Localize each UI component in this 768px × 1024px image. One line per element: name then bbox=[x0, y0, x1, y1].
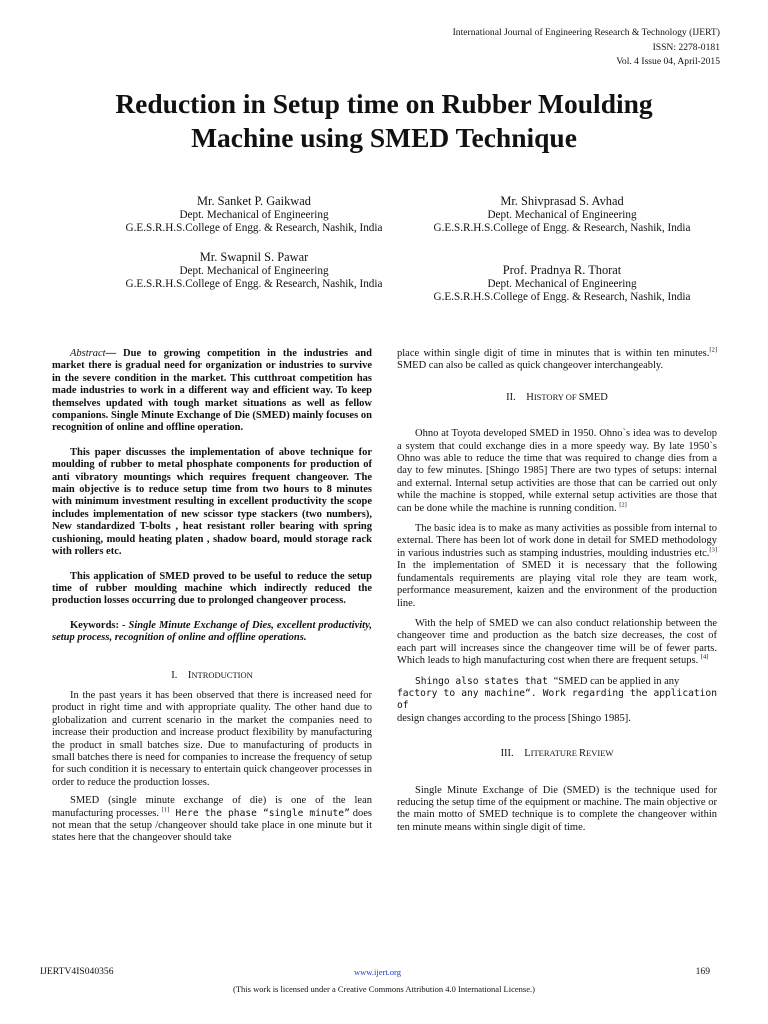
history-paragraph-3 bbox=[397, 618, 717, 668]
intro-paragraph-1: In the past years it has been observed that there is increased need for product in right time and with appropriate quality. The other hand due to globalization and current scenario in the market the companies need to increase their production and increase product flexibility by manufacturing the product in small batches size. Due to manufacturing of products in small batches there is need for companies to increase the frequency of setup for such condition it is necessary to entertain quick changeover processes in order to reduce the production losses. bbox=[52, 689, 372, 788]
keywords-label: Keywords: - bbox=[70, 619, 126, 631]
section-number: I. bbox=[171, 669, 178, 681]
abstract-text-1: Due to growing competition in the industries and market there is gradual need for organization or industries to survive in the severe condition in the market. This cutthroat competition has made industries to work in a different way and efficient way. To keep themselves updated with tough market situations as well as fellow companions. Single Minute Exchange of Die (SMED) mainly focuses on recognition of online and offline operation. bbox=[52, 348, 372, 434]
history-paragraph-1 bbox=[397, 428, 717, 515]
intro-text-cont: does not mean that the setup /changeover should take place in one minute but it states here that the changeover should take bbox=[52, 807, 372, 844]
author-college: G.E.S.R.H.S.College of Engg. & Research, Nashik, India bbox=[125, 222, 383, 234]
section-heading-history bbox=[397, 391, 717, 404]
citation: [4] bbox=[700, 653, 709, 661]
abstract-label: Abstract bbox=[70, 348, 106, 359]
footer-paper-id: IJERTV4IS040356 bbox=[40, 966, 114, 977]
author-college: G.E.S.R.H.S.College of Engg. & Research, Nashik, India bbox=[125, 278, 383, 290]
section-heading-introduction bbox=[52, 669, 372, 682]
author-name: Mr. Swapnil S. Pawar bbox=[199, 250, 309, 264]
right-column bbox=[397, 348, 717, 834]
author-dept: Dept. Mechanical of Engineering bbox=[179, 265, 329, 277]
journal-name: International Journal of Engineering Research & Technology (IJERT) bbox=[452, 27, 720, 38]
keywords bbox=[52, 620, 372, 645]
section-initial: L bbox=[524, 748, 531, 760]
volume-issue: Vol. 4 Issue 04, April-2015 bbox=[616, 56, 720, 67]
section-smallcaps: NTRODUCTION bbox=[191, 669, 253, 680]
shingo-text-end: design changes according to the process [Shingo 1985]. bbox=[397, 712, 631, 724]
citation: [2] bbox=[709, 346, 717, 354]
citation: [2] bbox=[619, 501, 627, 509]
title-line-2: Machine using SMED Technique bbox=[191, 122, 577, 153]
abstract-paragraph-2: This paper discusses the implementation of above technique for moulding of rubber to metal phosphate components for production of anti vibratory mountings which requires frequent changeover. The main objective is to reduce setup time from two hours to 8 minutes with minimum investment resulting in excellent productivity the scope includes implementation of new scissor type stackers (two numbers), New standardized T-bolts , heat resistant roller bearing with spring cushioning, mould heating platen , shadow board, mould storage rack with rollers etc. bbox=[52, 446, 372, 558]
continuation-text: place within single digit of time in minutes that is within ten minutes. bbox=[397, 348, 710, 359]
author-block-1 bbox=[84, 193, 424, 235]
author-dept: Dept. Mechanical of Engineering bbox=[487, 278, 637, 290]
title-line-1: Reduction in Setup time on Rubber Moulding bbox=[115, 88, 653, 119]
literature-paragraph-1: Single Minute Exchange of Die (SMED) is the technique used for reducing the setup time of the equipment or machine. The main objective or the main motto of SMED technique is to complete the changeover within ten minute means within single digit of time. bbox=[397, 784, 717, 833]
abstract-paragraph-3: This application of SMED proved to be useful to reduce the setup time of rubber moulding machine which indirectly reduced the production losses occurring due to prolonged changeover process. bbox=[52, 570, 372, 607]
shingo-text: Shingo also states that bbox=[415, 675, 554, 687]
section-number: III. bbox=[500, 748, 514, 760]
section-initial: H bbox=[526, 391, 534, 403]
history-text: The basic idea is to make as many activities as possible from internal to external. There has been lot of work done in detail for SMED methodology in various industries such as stamping industries, moulding industries etc. bbox=[397, 523, 717, 559]
author-college: G.E.S.R.H.S.College of Engg. & Research, Nashik, India bbox=[433, 291, 691, 303]
author-block-3 bbox=[84, 249, 424, 291]
shingo-quote: “SMED can be applied in any bbox=[553, 675, 680, 687]
issn: ISSN: 2278-0181 bbox=[652, 41, 720, 53]
section-initial-2: R bbox=[579, 748, 587, 760]
history-text: With the help of SMED we can also conduct relationship between the changeover time and production as the batch size decreases, the cost of each part will increases since the changeover time will be of fewer parts. Which leads to high manufacturing cost when there are frequent setups. bbox=[397, 617, 717, 667]
history-paragraph-4 bbox=[397, 676, 717, 726]
footer-license: (This work is licensed under a Creative Commons Attribution 4.0 International License.) bbox=[233, 984, 535, 994]
section-number: II. bbox=[506, 391, 516, 403]
footer-page-number: 169 bbox=[695, 966, 710, 977]
journal-header bbox=[453, 26, 720, 70]
abstract-paragraph-1 bbox=[52, 348, 372, 435]
citation: [1] bbox=[161, 806, 170, 814]
author-block-2 bbox=[392, 193, 732, 235]
section-initial: I bbox=[187, 669, 192, 681]
author-name: Mr. Sanket P. Gaikwad bbox=[197, 194, 311, 208]
footer-website-link[interactable]: www.ijert.org bbox=[354, 967, 401, 977]
citation: [3] bbox=[709, 546, 717, 554]
section-smallcaps: ISTORY OF bbox=[533, 391, 579, 402]
abstract-dash: — bbox=[105, 348, 117, 359]
continuation-text-2: SMED can also be called as quick changeover interchangeably. bbox=[397, 360, 664, 372]
author-name: Prof. Pradnya R. Thorat bbox=[502, 263, 622, 277]
continuation-paragraph bbox=[397, 348, 717, 373]
paper-title bbox=[40, 87, 728, 155]
section-acronym: SMED bbox=[578, 391, 608, 403]
left-column bbox=[52, 348, 372, 845]
intro-paragraph-2 bbox=[52, 795, 372, 845]
keywords-text: Single Minute Exchange of Dies, excellent productivity, setup process, recognition of online and offline operations. bbox=[52, 619, 372, 644]
section-smallcaps: ITERATURE bbox=[530, 748, 580, 759]
section-smallcaps-2: EVIEW bbox=[586, 748, 614, 759]
intro-quote-text: Here the phase “single minute” bbox=[169, 807, 350, 819]
author-dept: Dept. Mechanical of Engineering bbox=[179, 209, 329, 221]
author-dept: Dept. Mechanical of Engineering bbox=[487, 209, 637, 221]
author-college: G.E.S.R.H.S.College of Engg. & Research, Nashik, India bbox=[433, 222, 691, 234]
history-text-cont: In the implementation of SMED it is necessary that the following fundamentals requirements are playing vital role they are team work, performance measurement, kaizen and the environment of the production line. bbox=[397, 560, 717, 609]
history-text: Ohno at Toyota developed SMED in 1950. Ohno`s idea was to develop a system that could exchange dies in a more speedy way. By late 1950`s Ohno was able to reduce the time that was required to change dies from a day to few minutes. [Shingo 1985] There are two types of setups: internal and external. Internal setup activities are those that can be carried out only while the machine is stopped, while external setup activities are those that can be done while the machine is running condition. bbox=[397, 428, 717, 514]
author-name: Mr. Shivprasad S. Avhad bbox=[500, 194, 624, 208]
author-block-4 bbox=[392, 262, 732, 304]
intro-text: SMED (single minute exchange of die) is one of the lean manufacturing processes. bbox=[52, 795, 372, 819]
history-paragraph-2 bbox=[397, 523, 717, 610]
shingo-quote-cont: factory to any machine“. Work regarding the application of bbox=[397, 687, 717, 712]
section-heading-literature-review bbox=[397, 747, 717, 760]
